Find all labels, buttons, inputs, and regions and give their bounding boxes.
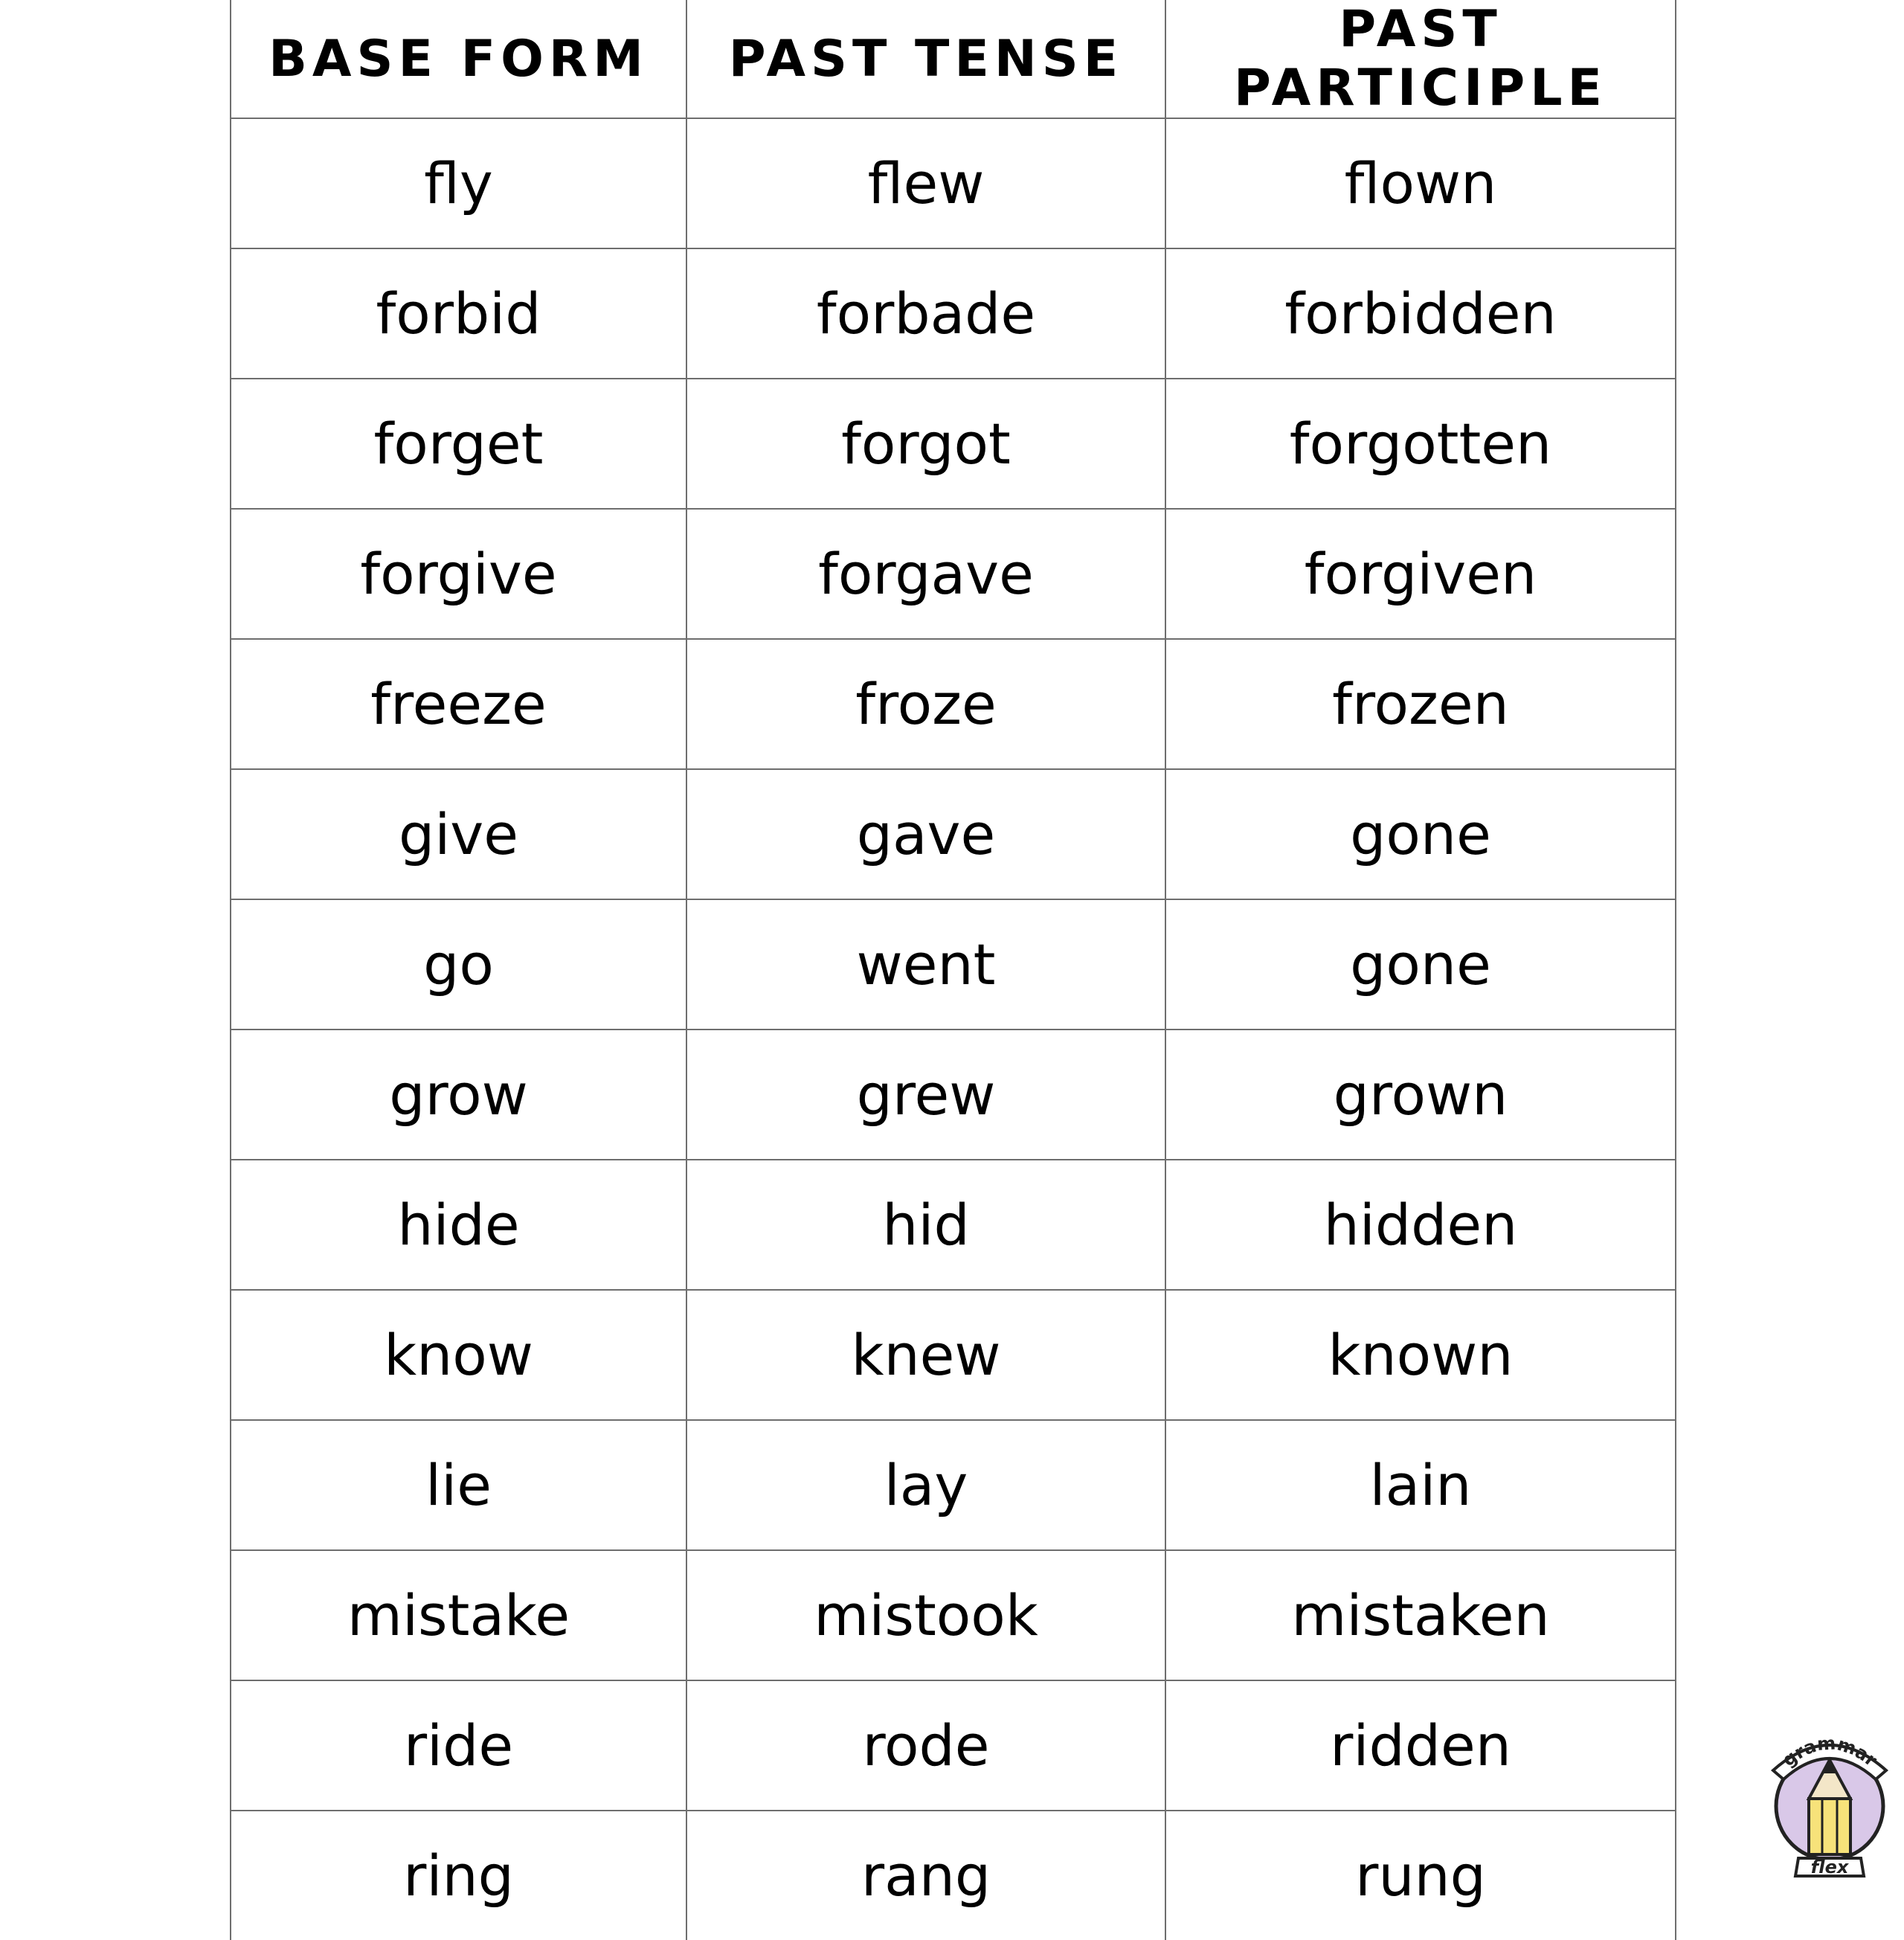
- past-participle-cell: forgotten: [1165, 379, 1676, 509]
- logo-bottom-text: flex: [1810, 1857, 1849, 1878]
- table-row: [231, 118, 1676, 248]
- table-row: [231, 899, 1676, 1030]
- past-participle-cell: flown: [1165, 118, 1676, 248]
- past-participle-cell: mistaken: [1165, 1550, 1676, 1680]
- past-tense-cell: lay: [686, 1420, 1165, 1550]
- base-form-cell: freeze: [231, 639, 686, 769]
- past-participle-cell: known: [1165, 1290, 1676, 1420]
- past-participle-cell: forgiven: [1165, 509, 1676, 639]
- past-participle-cell: gone: [1165, 899, 1676, 1030]
- table-row: [231, 379, 1676, 509]
- base-form-cell: go: [231, 899, 686, 1030]
- table-row: [231, 1420, 1676, 1550]
- past-tense-cell: rode: [686, 1680, 1165, 1811]
- verb-forms-table: [230, 0, 1676, 1940]
- logo-graphic: [1763, 1724, 1897, 1880]
- base-form-cell: forget: [231, 379, 686, 509]
- past-tense-cell: rang: [686, 1811, 1165, 1940]
- base-form-cell: forbid: [231, 248, 686, 379]
- table-row: [231, 769, 1676, 899]
- logo-top-text: grammar: [1778, 1732, 1882, 1771]
- header-past-participle: PAST PARTICIPLE: [1165, 0, 1676, 118]
- past-tense-cell: gave: [686, 769, 1165, 899]
- base-form-cell: mistake: [231, 1550, 686, 1680]
- table-row: [231, 248, 1676, 379]
- table-row: [231, 1290, 1676, 1420]
- base-form-cell: give: [231, 769, 686, 899]
- past-tense-cell: forbade: [686, 248, 1165, 379]
- base-form-cell: lie: [231, 1420, 686, 1550]
- table-row: [231, 1811, 1676, 1940]
- table-row: [231, 1550, 1676, 1680]
- base-form-cell: forgive: [231, 509, 686, 639]
- base-form-cell: ride: [231, 1680, 686, 1811]
- past-tense-cell: mistook: [686, 1550, 1165, 1680]
- past-tense-cell: knew: [686, 1290, 1165, 1420]
- table-row: [231, 639, 1676, 769]
- base-form-cell: fly: [231, 118, 686, 248]
- table-row: [231, 509, 1676, 639]
- table-row: [231, 1160, 1676, 1290]
- past-tense-cell: flew: [686, 118, 1165, 248]
- base-form-cell: hide: [231, 1160, 686, 1290]
- past-participle-cell: forbidden: [1165, 248, 1676, 379]
- past-tense-cell: forgot: [686, 379, 1165, 509]
- past-participle-cell: ridden: [1165, 1680, 1676, 1811]
- past-tense-cell: went: [686, 899, 1165, 1030]
- table-row: [231, 1680, 1676, 1811]
- header-past-tense: PAST TENSE: [686, 0, 1165, 118]
- past-tense-cell: hid: [686, 1160, 1165, 1290]
- past-participle-cell: frozen: [1165, 639, 1676, 769]
- past-tense-cell: froze: [686, 639, 1165, 769]
- past-participle-cell: hidden: [1165, 1160, 1676, 1290]
- base-form-cell: ring: [231, 1811, 686, 1940]
- table-header-row: [231, 0, 1676, 118]
- grammar-flex-logo: [1763, 1724, 1897, 1880]
- past-participle-cell: lain: [1165, 1420, 1676, 1550]
- past-participle-cell: gone: [1165, 769, 1676, 899]
- past-tense-cell: grew: [686, 1030, 1165, 1160]
- past-tense-cell: forgave: [686, 509, 1165, 639]
- base-form-cell: grow: [231, 1030, 686, 1160]
- table-row: [231, 1030, 1676, 1160]
- past-participle-cell: grown: [1165, 1030, 1676, 1160]
- base-form-cell: know: [231, 1290, 686, 1420]
- past-participle-cell: rung: [1165, 1811, 1676, 1940]
- header-base-form: BASE FORM: [231, 0, 686, 118]
